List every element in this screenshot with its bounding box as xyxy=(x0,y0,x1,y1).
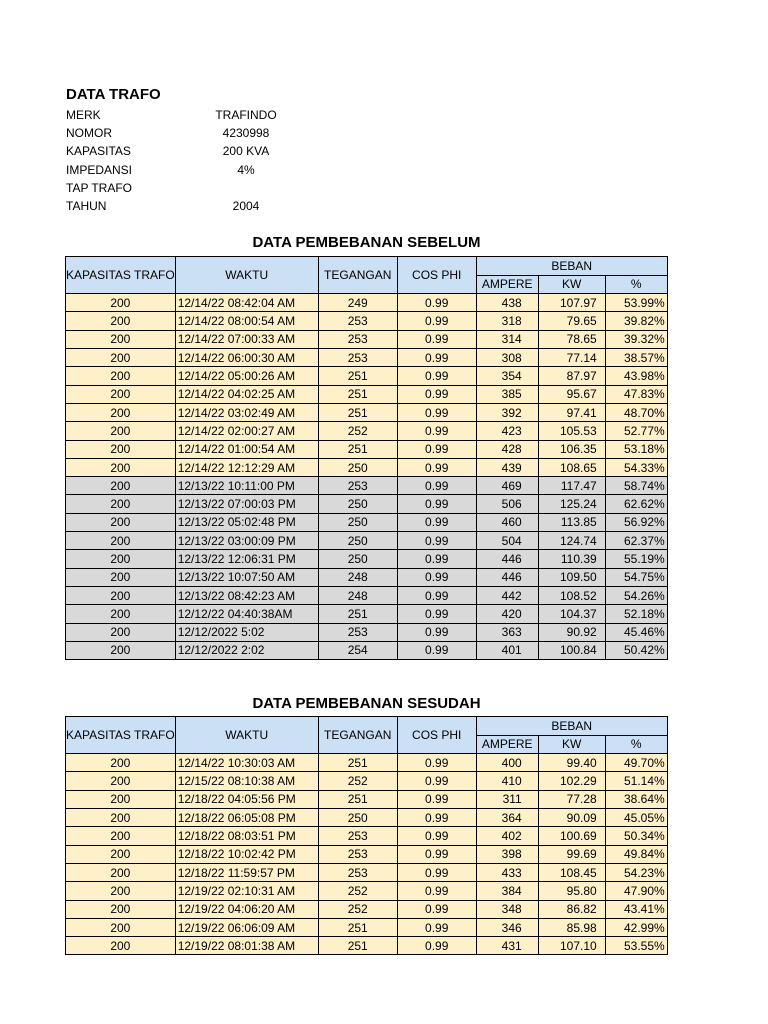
cell-tegangan: 253 xyxy=(318,312,397,330)
cell-tegangan: 250 xyxy=(318,495,397,513)
cell-persen: 42.99% xyxy=(605,918,667,936)
cell-ampere: 423 xyxy=(476,422,538,440)
table-row xyxy=(66,440,668,458)
cell-kapasitas: 200 xyxy=(66,882,176,900)
cell-tegangan: 248 xyxy=(318,586,397,604)
cell-waktu: 12/13/22 03:00:09 PM xyxy=(175,532,318,550)
sebelum-title: DATA PEMBEBANAN SEBELUM xyxy=(252,234,481,251)
cell-tegangan: 252 xyxy=(318,422,397,440)
trafo-info-label: IMPEDANSI xyxy=(66,162,133,177)
cell-waktu: 12/13/22 08:42:23 AM xyxy=(175,586,318,604)
trafo-info-value: 200 KVA xyxy=(222,144,270,159)
cell-ampere: 446 xyxy=(476,550,538,568)
cell-ampere: 460 xyxy=(476,513,538,531)
cell-kapasitas: 200 xyxy=(66,641,176,659)
cell-tegangan: 251 xyxy=(318,403,397,421)
cell-waktu: 12/14/22 10:30:03 AM xyxy=(175,754,318,772)
cell-persen: 58.74% xyxy=(605,477,667,495)
cell-tegangan: 252 xyxy=(318,772,397,790)
table-row xyxy=(66,495,668,513)
cell-kw: 108.45 xyxy=(538,863,605,881)
header-persen: % xyxy=(605,735,667,754)
cell-kw: 97.41 xyxy=(538,403,605,421)
cell-kapasitas: 200 xyxy=(66,385,176,403)
cell-kw: 108.52 xyxy=(538,586,605,604)
cell-tegangan: 251 xyxy=(318,385,397,403)
cell-kw: 124.74 xyxy=(538,532,605,550)
cell-cosphi: 0.99 xyxy=(397,385,476,403)
cell-tegangan: 252 xyxy=(318,900,397,918)
cell-tegangan: 251 xyxy=(318,440,397,458)
cell-waktu: 12/14/22 08:00:54 AM xyxy=(175,312,318,330)
table-row xyxy=(66,513,668,531)
cell-cosphi: 0.99 xyxy=(397,458,476,476)
cell-kw: 106.35 xyxy=(538,440,605,458)
cell-tegangan: 253 xyxy=(318,349,397,367)
cell-kw: 78.65 xyxy=(538,330,605,348)
trafo-info-label: TAP TRAFO xyxy=(66,180,133,195)
cell-kw: 77.28 xyxy=(538,790,605,808)
cell-ampere: 420 xyxy=(476,605,538,623)
cell-ampere: 346 xyxy=(476,918,538,936)
cell-tegangan: 251 xyxy=(318,937,397,955)
cell-persen: 54.26% xyxy=(605,586,667,604)
cell-kw: 110.39 xyxy=(538,550,605,568)
trafo-info-value: TRAFINDO xyxy=(215,108,277,123)
header-cosphi: COS PHI xyxy=(397,257,476,294)
table-row xyxy=(66,754,668,772)
cell-kapasitas: 200 xyxy=(66,458,176,476)
cell-cosphi: 0.99 xyxy=(397,772,476,790)
cell-cosphi: 0.99 xyxy=(397,918,476,936)
cell-waktu: 12/19/22 04:06:20 AM xyxy=(175,900,318,918)
table-row xyxy=(66,809,668,827)
cell-kw: 95.80 xyxy=(538,882,605,900)
cell-kw: 87.97 xyxy=(538,367,605,385)
cell-cosphi: 0.99 xyxy=(397,623,476,641)
trafo-info-label: TAHUN xyxy=(66,199,107,214)
trafo-info-value: 4230998 xyxy=(222,126,270,141)
cell-cosphi: 0.99 xyxy=(397,550,476,568)
cell-kapasitas: 200 xyxy=(66,568,176,586)
cell-tegangan: 254 xyxy=(318,641,397,659)
cell-kw: 99.40 xyxy=(538,754,605,772)
cell-waktu: 12/19/22 08:01:38 AM xyxy=(175,937,318,955)
table-row xyxy=(66,312,668,330)
cell-ampere: 431 xyxy=(476,937,538,955)
cell-tegangan: 253 xyxy=(318,477,397,495)
cell-ampere: 354 xyxy=(476,367,538,385)
cell-ampere: 504 xyxy=(476,532,538,550)
cell-waktu: 12/13/22 10:11:00 PM xyxy=(175,477,318,495)
cell-ampere: 428 xyxy=(476,440,538,458)
cell-cosphi: 0.99 xyxy=(397,312,476,330)
header-ampere: AMPERE xyxy=(476,735,538,754)
cell-cosphi: 0.99 xyxy=(397,330,476,348)
cell-ampere: 439 xyxy=(476,458,538,476)
cell-kapasitas: 200 xyxy=(66,349,176,367)
cell-tegangan: 251 xyxy=(318,367,397,385)
cell-cosphi: 0.99 xyxy=(397,532,476,550)
cell-kw: 99.69 xyxy=(538,845,605,863)
cell-kw: 90.92 xyxy=(538,623,605,641)
cell-kapasitas: 200 xyxy=(66,495,176,513)
trafo-info-list xyxy=(66,106,281,215)
cell-kw: 104.37 xyxy=(538,605,605,623)
cell-cosphi: 0.99 xyxy=(397,882,476,900)
sesudah-table xyxy=(65,716,668,955)
table-row xyxy=(66,385,668,403)
table-row xyxy=(66,330,668,348)
cell-ampere: 410 xyxy=(476,772,538,790)
cell-tegangan: 253 xyxy=(318,623,397,641)
cell-waktu: 12/14/22 04:02:25 AM xyxy=(175,385,318,403)
cell-persen: 49.70% xyxy=(605,754,667,772)
cell-ampere: 348 xyxy=(476,900,538,918)
cell-tegangan: 248 xyxy=(318,568,397,586)
trafo-info-label: MERK xyxy=(66,108,101,123)
table-row xyxy=(66,623,668,641)
cell-ampere: 446 xyxy=(476,568,538,586)
table-row xyxy=(66,900,668,918)
cell-persen: 53.55% xyxy=(605,937,667,955)
cell-ampere: 318 xyxy=(476,312,538,330)
cell-kw: 77.14 xyxy=(538,349,605,367)
cell-cosphi: 0.99 xyxy=(397,367,476,385)
cell-cosphi: 0.99 xyxy=(397,422,476,440)
cell-persen: 50.34% xyxy=(605,827,667,845)
cell-kapasitas: 200 xyxy=(66,422,176,440)
cell-persen: 51.14% xyxy=(605,772,667,790)
cell-cosphi: 0.99 xyxy=(397,495,476,513)
table-row xyxy=(66,882,668,900)
table-row xyxy=(66,532,668,550)
trafo-info-row xyxy=(66,179,281,197)
cell-waktu: 12/14/22 08:42:04 AM xyxy=(175,294,318,312)
table-row xyxy=(66,422,668,440)
cell-persen: 62.37% xyxy=(605,532,667,550)
sebelum-table xyxy=(65,256,668,660)
cell-waktu: 12/12/2022 5:02 xyxy=(175,623,318,641)
header-ampere: AMPERE xyxy=(476,275,538,294)
cell-ampere: 438 xyxy=(476,294,538,312)
cell-kapasitas: 200 xyxy=(66,754,176,772)
cell-tegangan: 251 xyxy=(318,605,397,623)
cell-kapasitas: 200 xyxy=(66,586,176,604)
table-row xyxy=(66,568,668,586)
cell-cosphi: 0.99 xyxy=(397,477,476,495)
cell-kapasitas: 200 xyxy=(66,918,176,936)
cell-cosphi: 0.99 xyxy=(397,403,476,421)
table-row xyxy=(66,403,668,421)
cell-kw: 109.50 xyxy=(538,568,605,586)
cell-kapasitas: 200 xyxy=(66,605,176,623)
cell-tegangan: 250 xyxy=(318,809,397,827)
header-persen: % xyxy=(605,275,667,294)
table-row xyxy=(66,827,668,845)
table-row xyxy=(66,550,668,568)
cell-cosphi: 0.99 xyxy=(397,568,476,586)
header-kw: KW xyxy=(538,735,605,754)
cell-kapasitas: 200 xyxy=(66,900,176,918)
cell-tegangan: 251 xyxy=(318,754,397,772)
trafo-info-row xyxy=(66,197,281,215)
table-row xyxy=(66,918,668,936)
cell-ampere: 314 xyxy=(476,330,538,348)
table-row xyxy=(66,294,668,312)
cell-kw: 95.67 xyxy=(538,385,605,403)
header-beban: BEBAN xyxy=(476,257,667,276)
cell-kapasitas: 200 xyxy=(66,440,176,458)
cell-waktu: 12/15/22 08:10:38 AM xyxy=(175,772,318,790)
trafo-info-label: KAPASITAS xyxy=(66,144,131,159)
cell-waktu: 12/18/22 06:05:08 PM xyxy=(175,809,318,827)
cell-ampere: 398 xyxy=(476,845,538,863)
cell-kw: 117.47 xyxy=(538,477,605,495)
cell-waktu: 12/13/22 07:00:03 PM xyxy=(175,495,318,513)
header-cosphi: COS PHI xyxy=(397,717,476,754)
cell-ampere: 363 xyxy=(476,623,538,641)
cell-tegangan: 253 xyxy=(318,330,397,348)
table-row xyxy=(66,458,668,476)
cell-ampere: 384 xyxy=(476,882,538,900)
cell-tegangan: 253 xyxy=(318,863,397,881)
header-waktu: WAKTU xyxy=(175,717,318,754)
cell-kapasitas: 200 xyxy=(66,809,176,827)
cell-persen: 53.18% xyxy=(605,440,667,458)
cell-waktu: 12/12/22 04:40:38AM xyxy=(175,605,318,623)
cell-persen: 47.90% xyxy=(605,882,667,900)
trafo-info-value: 2004 xyxy=(232,199,260,214)
cell-kw: 90.09 xyxy=(538,809,605,827)
cell-cosphi: 0.99 xyxy=(397,845,476,863)
cell-cosphi: 0.99 xyxy=(397,754,476,772)
cell-ampere: 364 xyxy=(476,809,538,827)
trafo-title: DATA TRAFO xyxy=(66,86,161,103)
cell-cosphi: 0.99 xyxy=(397,349,476,367)
cell-waktu: 12/19/22 06:06:09 AM xyxy=(175,918,318,936)
cell-persen: 45.05% xyxy=(605,809,667,827)
cell-kapasitas: 200 xyxy=(66,827,176,845)
cell-tegangan: 250 xyxy=(318,513,397,531)
cell-kw: 100.84 xyxy=(538,641,605,659)
trafo-info-row xyxy=(66,124,281,142)
cell-kw: 107.10 xyxy=(538,937,605,955)
cell-tegangan: 253 xyxy=(318,845,397,863)
cell-waktu: 12/13/22 10:07:50 AM xyxy=(175,568,318,586)
cell-ampere: 400 xyxy=(476,754,538,772)
cell-waktu: 12/14/22 07:00:33 AM xyxy=(175,330,318,348)
cell-cosphi: 0.99 xyxy=(397,440,476,458)
cell-waktu: 12/14/22 03:02:49 AM xyxy=(175,403,318,421)
cell-waktu: 12/19/22 02:10:31 AM xyxy=(175,882,318,900)
cell-persen: 52.18% xyxy=(605,605,667,623)
cell-ampere: 442 xyxy=(476,586,538,604)
table-row xyxy=(66,605,668,623)
table-row xyxy=(66,349,668,367)
cell-tegangan: 250 xyxy=(318,550,397,568)
cell-persen: 54.33% xyxy=(605,458,667,476)
cell-persen: 54.23% xyxy=(605,863,667,881)
cell-persen: 52.77% xyxy=(605,422,667,440)
cell-cosphi: 0.99 xyxy=(397,937,476,955)
sesudah-title: DATA PEMBEBANAN SESUDAH xyxy=(252,695,481,712)
cell-persen: 53.99% xyxy=(605,294,667,312)
cell-persen: 49.84% xyxy=(605,845,667,863)
cell-waktu: 12/14/22 01:00:54 AM xyxy=(175,440,318,458)
cell-waktu: 12/12/2022 2:02 xyxy=(175,641,318,659)
table-row xyxy=(66,790,668,808)
cell-waktu: 12/13/22 05:02:48 PM xyxy=(175,513,318,531)
table-row xyxy=(66,586,668,604)
cell-cosphi: 0.99 xyxy=(397,827,476,845)
cell-tegangan: 253 xyxy=(318,827,397,845)
cell-persen: 39.82% xyxy=(605,312,667,330)
cell-cosphi: 0.99 xyxy=(397,513,476,531)
cell-kw: 113.85 xyxy=(538,513,605,531)
table-row xyxy=(66,367,668,385)
cell-waktu: 12/18/22 10:02:42 PM xyxy=(175,845,318,863)
cell-cosphi: 0.99 xyxy=(397,586,476,604)
cell-cosphi: 0.99 xyxy=(397,900,476,918)
cell-persen: 39.32% xyxy=(605,330,667,348)
cell-persen: 43.98% xyxy=(605,367,667,385)
trafo-info-label: NOMOR xyxy=(66,126,112,141)
cell-persen: 38.64% xyxy=(605,790,667,808)
cell-kw: 105.53 xyxy=(538,422,605,440)
cell-waktu: 12/14/22 06:00:30 AM xyxy=(175,349,318,367)
cell-kw: 125.24 xyxy=(538,495,605,513)
cell-kw: 86.82 xyxy=(538,900,605,918)
table-row xyxy=(66,477,668,495)
cell-ampere: 402 xyxy=(476,827,538,845)
cell-waktu: 12/14/22 12:12:29 AM xyxy=(175,458,318,476)
cell-kw: 108.65 xyxy=(538,458,605,476)
trafo-info-value: 4% xyxy=(237,162,255,177)
cell-kw: 85.98 xyxy=(538,918,605,936)
cell-kapasitas: 200 xyxy=(66,863,176,881)
cell-persen: 56.92% xyxy=(605,513,667,531)
cell-kw: 100.69 xyxy=(538,827,605,845)
cell-ampere: 401 xyxy=(476,641,538,659)
header-kapasitas: KAPASITAS TRAFO xyxy=(66,717,176,754)
table-row xyxy=(66,641,668,659)
trafo-info-row xyxy=(66,161,281,179)
cell-kapasitas: 200 xyxy=(66,477,176,495)
cell-cosphi: 0.99 xyxy=(397,605,476,623)
table-row xyxy=(66,937,668,955)
cell-ampere: 385 xyxy=(476,385,538,403)
cell-kapasitas: 200 xyxy=(66,294,176,312)
cell-waktu: 12/18/22 08:03:51 PM xyxy=(175,827,318,845)
cell-persen: 55.19% xyxy=(605,550,667,568)
cell-ampere: 433 xyxy=(476,863,538,881)
cell-waktu: 12/18/22 11:59:57 PM xyxy=(175,863,318,881)
cell-tegangan: 250 xyxy=(318,458,397,476)
cell-tegangan: 250 xyxy=(318,532,397,550)
cell-tegangan: 251 xyxy=(318,918,397,936)
cell-persen: 38.57% xyxy=(605,349,667,367)
cell-cosphi: 0.99 xyxy=(397,294,476,312)
cell-cosphi: 0.99 xyxy=(397,809,476,827)
header-tegangan: TEGANGAN xyxy=(318,257,397,294)
cell-ampere: 392 xyxy=(476,403,538,421)
table-row xyxy=(66,863,668,881)
cell-kapasitas: 200 xyxy=(66,532,176,550)
cell-kapasitas: 200 xyxy=(66,845,176,863)
cell-tegangan: 249 xyxy=(318,294,397,312)
cell-kapasitas: 200 xyxy=(66,937,176,955)
cell-waktu: 12/18/22 04:05:56 PM xyxy=(175,790,318,808)
trafo-info-row xyxy=(66,142,281,160)
trafo-info-row xyxy=(66,106,281,124)
cell-persen: 62.62% xyxy=(605,495,667,513)
cell-kapasitas: 200 xyxy=(66,330,176,348)
cell-persen: 47.83% xyxy=(605,385,667,403)
header-kapasitas: KAPASITAS TRAFO xyxy=(66,257,176,294)
cell-cosphi: 0.99 xyxy=(397,641,476,659)
cell-kapasitas: 200 xyxy=(66,790,176,808)
cell-kapasitas: 200 xyxy=(66,623,176,641)
cell-ampere: 311 xyxy=(476,790,538,808)
cell-kapasitas: 200 xyxy=(66,367,176,385)
cell-kapasitas: 200 xyxy=(66,312,176,330)
header-kw: KW xyxy=(538,275,605,294)
cell-tegangan: 251 xyxy=(318,790,397,808)
cell-tegangan: 252 xyxy=(318,882,397,900)
cell-ampere: 469 xyxy=(476,477,538,495)
cell-persen: 45.46% xyxy=(605,623,667,641)
cell-kw: 79.65 xyxy=(538,312,605,330)
cell-ampere: 308 xyxy=(476,349,538,367)
cell-kw: 102.29 xyxy=(538,772,605,790)
cell-kw: 107.97 xyxy=(538,294,605,312)
cell-ampere: 506 xyxy=(476,495,538,513)
header-beban: BEBAN xyxy=(476,717,667,736)
cell-kapasitas: 200 xyxy=(66,550,176,568)
cell-cosphi: 0.99 xyxy=(397,863,476,881)
cell-persen: 50.42% xyxy=(605,641,667,659)
cell-waktu: 12/13/22 12:06:31 PM xyxy=(175,550,318,568)
cell-persen: 54.75% xyxy=(605,568,667,586)
cell-kapasitas: 200 xyxy=(66,513,176,531)
cell-kapasitas: 200 xyxy=(66,772,176,790)
cell-persen: 43.41% xyxy=(605,900,667,918)
table-row xyxy=(66,845,668,863)
cell-persen: 48.70% xyxy=(605,403,667,421)
table-row xyxy=(66,772,668,790)
cell-kapasitas: 200 xyxy=(66,403,176,421)
header-waktu: WAKTU xyxy=(175,257,318,294)
cell-cosphi: 0.99 xyxy=(397,790,476,808)
header-tegangan: TEGANGAN xyxy=(318,717,397,754)
cell-waktu: 12/14/22 02:00:27 AM xyxy=(175,422,318,440)
cell-waktu: 12/14/22 05:00:26 AM xyxy=(175,367,318,385)
